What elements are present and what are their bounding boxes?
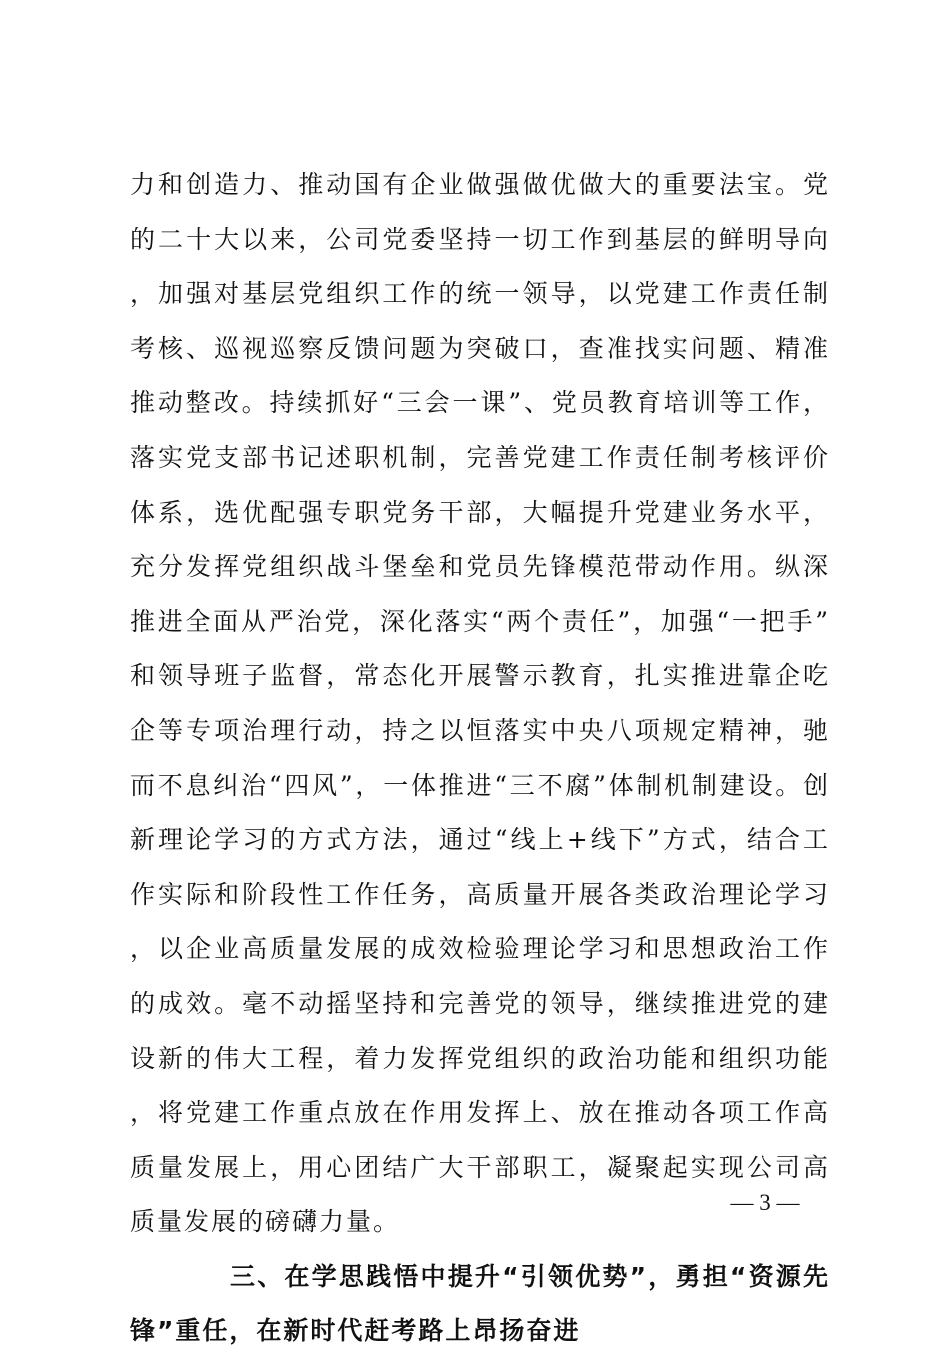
document-content — [130, 158, 830, 1359]
page-number: — 3 — — [730, 1190, 800, 1215]
section-heading: 三、在学思践悟中提升“引领优势”，勇担“资源先锋”重任，在新时代赶考路上昂扬奋进 — [130, 1261, 830, 1346]
body-paragraph: 力和创造力、推动国有企业做强做优做大的重要法宝。党的二十大以来，公司党委坚持一切工作到基层的鲜明导向，加强对基层党组织工作的统一领导，以党建工作责任制考核、巡视巡察反馈问题为突破口，查准找实问题、精准推动整改。持续抓好“三会一课”、党员教育培训等工作，落实党支部书记述职机制，完善党建工作责任制考核评价体系，选优配强专职党务干部，大幅提升党建业务水平，充分发挥党组织战斗堡垒和党员先锋模范带动作用。纵深推进全面从严治党，深化落实“两个责任”，加强“一把手”和领导班子监督，常态化开展警示教育，扎实推进靠企吃企等专项治理行动，持之以恒落实中央八项规定精神，驰而不息纠治“四风”，一体推进“三不腐”体制机制建设。创新理论学习的方式方法，通过“线上+线下”方式，结合工作实际和阶段性工作任务，高质量开展各类政治理论学习，以企业高质量发展的成效检验理论学习和思想政治工作的成效。毫不动摇坚持和完善党的领导，继续推进党的建设新的伟大工程，着力发挥党组织的政治功能和组织功能，将党建工作重点放在作用发挥上、放在推动各项工作高质量发展上，用心团结广大干部职工，凝聚起实现公司高质量发展的磅礴力量。 — [130, 170, 830, 1237]
